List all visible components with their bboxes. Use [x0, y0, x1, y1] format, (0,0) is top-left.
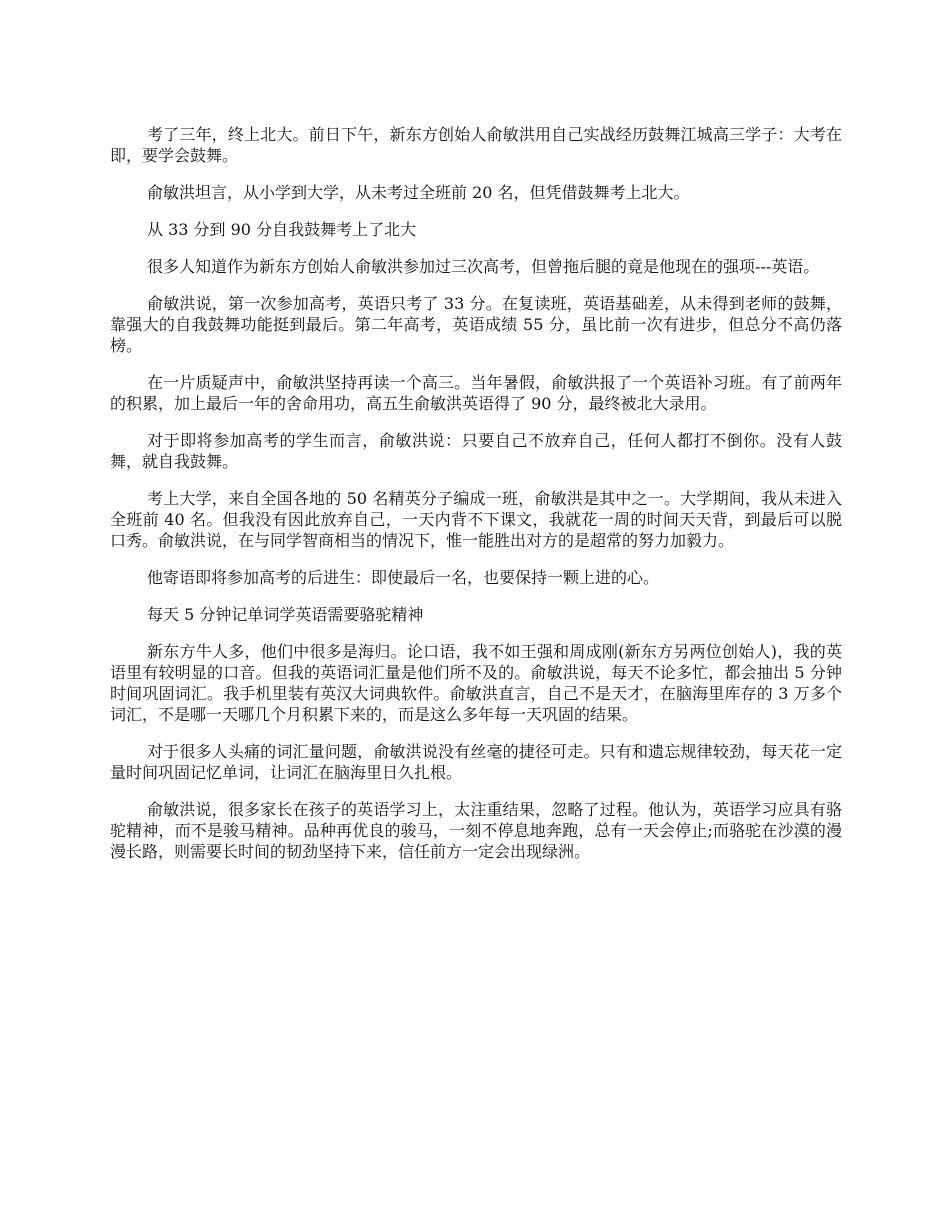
paragraph-2: 俞敏洪坦言，从小学到大学，从未考过全班前 20 名，但凭借鼓舞考上北大。: [147, 183, 690, 202]
paragraph-8: 他寄语即将参加高考的后进生：即使最后一名，也要保持一颗上进的心。: [147, 568, 660, 587]
paragraph-10: 对于很多人头痛的词汇量问题，俞敏洪说没有丝毫的捷径可走。只有和遗忘规律较劲，每天花一定量时间巩固记忆单词，让词汇在脑海里日久扎根。: [110, 742, 842, 782]
paragraph-11: 俞敏洪说，很多家长在孩子的英语学习上，太注重结果，忽略了过程。他认为，英语学习应具有骆驼精神，而不是骏马精神。品种再优良的骏马，一刻不停息地奔跑，总有一天会停止;而骆驼在沙漠的漫漫长路，则需要长时间的韧劲坚持下来，信任前方一定会出现绿洲。: [110, 800, 842, 861]
paragraph-4: 俞敏洪说，第一次参加高考，英语只考了 33 分。在复读班，英语基础差，从未得到老师的鼓舞，靠强大的自我鼓舞功能挺到最后。第二年高考，英语成绩 55 分，虽比前一次有进步，但总分不高仍落榜。: [110, 294, 842, 355]
paragraph-5: 在一片质疑声中，俞敏洪坚持再读一个高三。当年暑假，俞敏洪报了一个英语补习班。有了前两年的积累，加上最后一年的舍命用功，高五生俞敏洪英语得了 90 分，最终被北大录用。: [110, 373, 842, 413]
paragraph-7: 考上大学，来自全国各地的 50 名精英分子编成一班，俞敏洪是其中之一。大学期间，我从未进入全班前 40 名。但我没有因此放弃自己，一天内背不下课文，我就花一周的时间天天背，到最后可以脱口秀。俞敏洪说，在与同学智商相当的情况下，惟一能胜出对方的是超常的努力加毅力。: [110, 489, 842, 550]
paragraph-1: 考了三年，终上北大。前日下午，新东方创始人俞敏洪用自己实战经历鼓舞江城高三学子：大考在即，要学会鼓舞。: [110, 125, 842, 165]
document-page: [110, 124, 842, 878]
paragraph-6: 对于即将参加高考的学生而言，俞敏洪说：只要自己不放弃自己，任何人都打不倒你。没有人鼓舞，就自我鼓舞。: [110, 431, 842, 471]
paragraph-3: 很多人知道作为新东方创始人俞敏洪参加过三次高考，但曾拖后腿的竟是他现在的强项---英语。: [147, 257, 820, 276]
section-heading-2: 每天 5 分钟记单词学英语需要骆驼精神: [147, 605, 424, 624]
section-heading-1: 从 33 分到 90 分自我鼓舞考上了北大: [147, 220, 417, 239]
paragraph-9: 新东方牛人多，他们中很多是海归。论口语，我不如王强和周成刚(新东方另两位创始人)，我的英语里有较明显的口音。但我的英语词汇量是他们所不及的。俞敏洪说，每天不论多忙，都会抽出 5 分钟时间巩固词汇。我手机里装有英汉大词典软件。俞敏洪直言，自己不是天才，在脑海里库存的 3 万多个词汇，不是哪一天哪几个月积累下来的，而是这么多年每一天巩固的结果。: [110, 642, 842, 724]
